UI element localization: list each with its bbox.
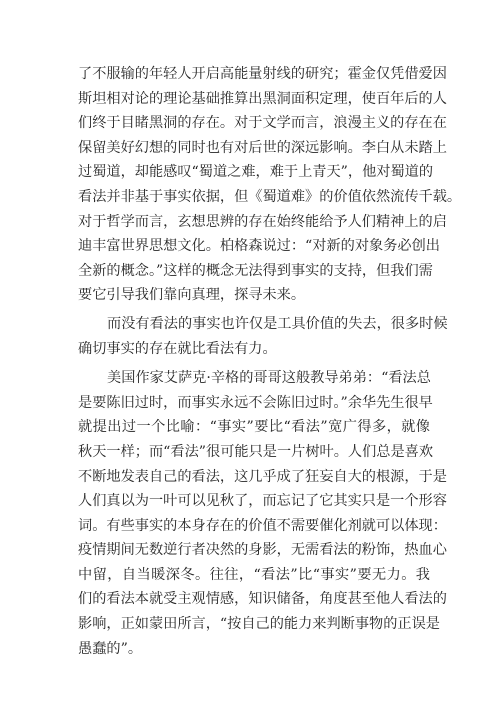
text-line: 看法并非基于事实依据，但《蜀道难》的价值依然流传千载。 <box>78 188 462 205</box>
text-line: 过蜀道，却能感叹“蜀道之难，难于上青天”，他对蜀道的 <box>78 164 434 181</box>
paragraph-1 <box>78 62 462 308</box>
text-line: 而没有看法的事实也许仅是工具价值的失去，很多时候 <box>107 316 448 333</box>
text-line: 了不服输的年轻人开启高能量射线的研究；霍金仅凭借爱因 <box>78 66 447 82</box>
paragraph-3 <box>78 366 447 661</box>
text-line: 愚蠢的”。 <box>78 640 143 657</box>
text-line: 美国作家艾萨克·辛格的哥哥这般教导弟弟：“看法总 <box>107 370 431 387</box>
text-line: 保留美好幻想的同时也有对后世的深远影响。李白从未踏上 <box>78 139 447 156</box>
text-line: 确切事实的存在就比看法有力。 <box>78 341 277 358</box>
text-line: 不断地发表自己的看法，这几乎成了狂妄自大的根源，于是 <box>78 468 447 485</box>
text-line: 斯坦相对论的理论基础推算出黑洞面积定理，使百年后的人 <box>78 90 447 107</box>
text-line: 要它引导我们靠向真理，探寻未来。 <box>78 287 306 304</box>
text-line: 影响，正如蒙田所言，“按自己的能力来判断事物的正误是 <box>78 616 440 633</box>
text-line: 是要陈旧过时，而事实永远不会陈旧过时。”余华先生很早 <box>78 394 433 411</box>
text-line: 人们真以为一叶可以见秋了，而忘记了它其实只是一个形容 <box>78 493 447 510</box>
text-line: 就提出过一个比喻：“事实”要比“看法”宽广得多，就像 <box>78 419 430 436</box>
text-line: 全新的概念。”这样的概念无法得到事实的支持，但我们需 <box>78 262 433 279</box>
text-line: 疫情期间无数逆行者决然的身影，无需看法的粉饰，热血心 <box>78 542 447 559</box>
paragraph-2 <box>78 312 448 361</box>
text-line: 中留，自当暖深冬。往往，“看法”比“事实”要无力。我 <box>78 566 430 583</box>
text-line: 秋天一样；而“看法”很可能只是一片树叶。人们总是喜欢 <box>78 443 434 460</box>
text-line: 们的看法本就受主观情感，知识储备，角度甚至他人看法的 <box>78 591 447 608</box>
essay-body <box>78 62 462 661</box>
text-line: 对于哲学而言，玄想思辨的存在始终能给予人们精神上的启 <box>78 213 447 230</box>
text-line: 迪丰富世界思想文化。柏格森说过：“对新的对象务必创出 <box>78 238 440 255</box>
text-line: 词。有些事实的本身存在的价值不需要催化剂就可以体现： <box>78 517 447 534</box>
text-line: 们终于目睹黑洞的存在。对于文学而言，浪漫主义的存在在 <box>78 115 447 132</box>
